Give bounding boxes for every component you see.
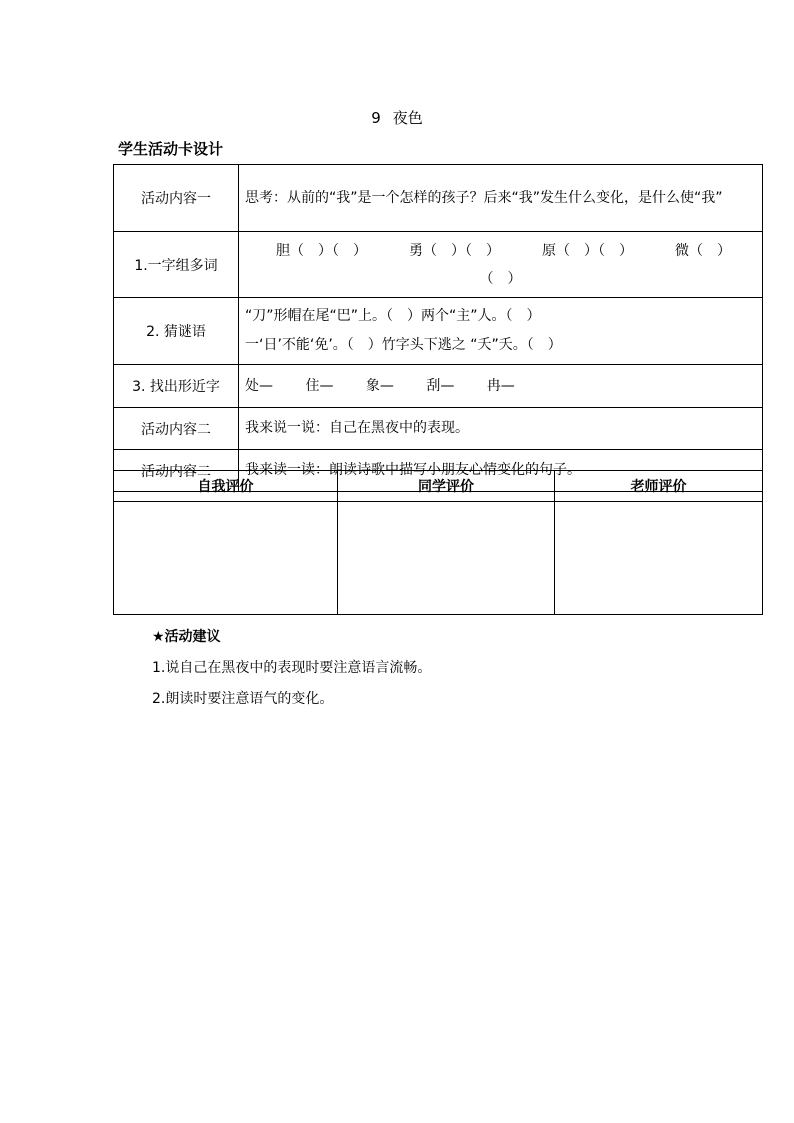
word-item-continued: （ ） — [479, 270, 522, 287]
word-item: 原（ ）（ ） — [542, 242, 633, 259]
evaluation-header-row — [114, 471, 763, 502]
table-row — [114, 165, 763, 232]
evaluation-body-row — [114, 502, 763, 615]
similar-char-item: 象— — [365, 377, 394, 394]
riddle-line: 一‘日’不能‘免’。（ ）竹字头下逃之 “夭”夭。（ ） — [245, 337, 562, 353]
peer-evaluation-header: 同学评价 — [338, 471, 555, 502]
activity-two-text: 我来说一说：自己在黑夜中的表现。 — [239, 408, 763, 450]
row-label-riddle: 2. 猜谜语 — [114, 298, 239, 365]
similar-characters-cell — [239, 365, 763, 408]
page-title — [0, 108, 794, 128]
lesson-number: 9 — [371, 109, 381, 127]
table-row — [114, 298, 763, 365]
table-row — [114, 232, 763, 298]
peer-evaluation-cell[interactable] — [338, 502, 555, 615]
row-label-activity-three: 活动内容二 — [114, 450, 239, 492]
similar-char-item: 处— — [245, 377, 273, 394]
self-evaluation-cell[interactable] — [114, 502, 338, 615]
suggestion-item: 1.说自己在黑夜中的表现时要注意语言流畅。 — [152, 660, 432, 676]
word-item: 微（ ） — [675, 242, 731, 259]
self-evaluation-header: 自我评价 — [114, 471, 338, 502]
evaluation-table — [113, 470, 763, 615]
suggestion-item: 2.朗读时要注意语气的变化。 — [152, 691, 334, 707]
activity-suggestions — [152, 622, 431, 715]
row-label-think: 活动内容一 — [114, 165, 239, 232]
activity-card-table — [113, 164, 763, 492]
similar-char-item: 刮— — [426, 377, 455, 394]
row-label-similar: 3. 找出形近字 — [114, 365, 239, 408]
teacher-evaluation-header: 老师评价 — [555, 471, 763, 502]
word-item: 勇（ ）（ ） — [409, 242, 500, 259]
teacher-evaluation-cell[interactable] — [555, 502, 763, 615]
similar-char-item: 冉— — [486, 377, 515, 394]
word-formation-cell — [239, 232, 763, 298]
riddle-line: “刀”形帽在尾“巴”上。（ ）两个“主”人。（ ） — [245, 308, 541, 324]
row-label-activity-two: 活动内容二 — [114, 408, 239, 450]
suggestions-title: ★活动建议 — [152, 629, 221, 645]
table-row — [114, 365, 763, 408]
think-question: 思考：从前的“我”是一个怎样的孩子？后来“我”发生什么变化，是什么使“我” — [239, 165, 763, 232]
row-label-words: 1.一字组多词 — [114, 232, 239, 298]
similar-char-item: 住— — [305, 377, 334, 394]
riddle-cell — [239, 298, 763, 365]
word-item: 胆（ ）（ ） — [276, 242, 367, 259]
table-row — [114, 408, 763, 450]
word-items-line — [245, 237, 756, 265]
lesson-title: 夜色 — [392, 109, 423, 127]
section-title: 学生活动卡设计 — [118, 140, 224, 158]
activity-three-text: 我来读一读：朗读诗歌中描写小朋友心情变化的句子。 — [239, 450, 763, 492]
